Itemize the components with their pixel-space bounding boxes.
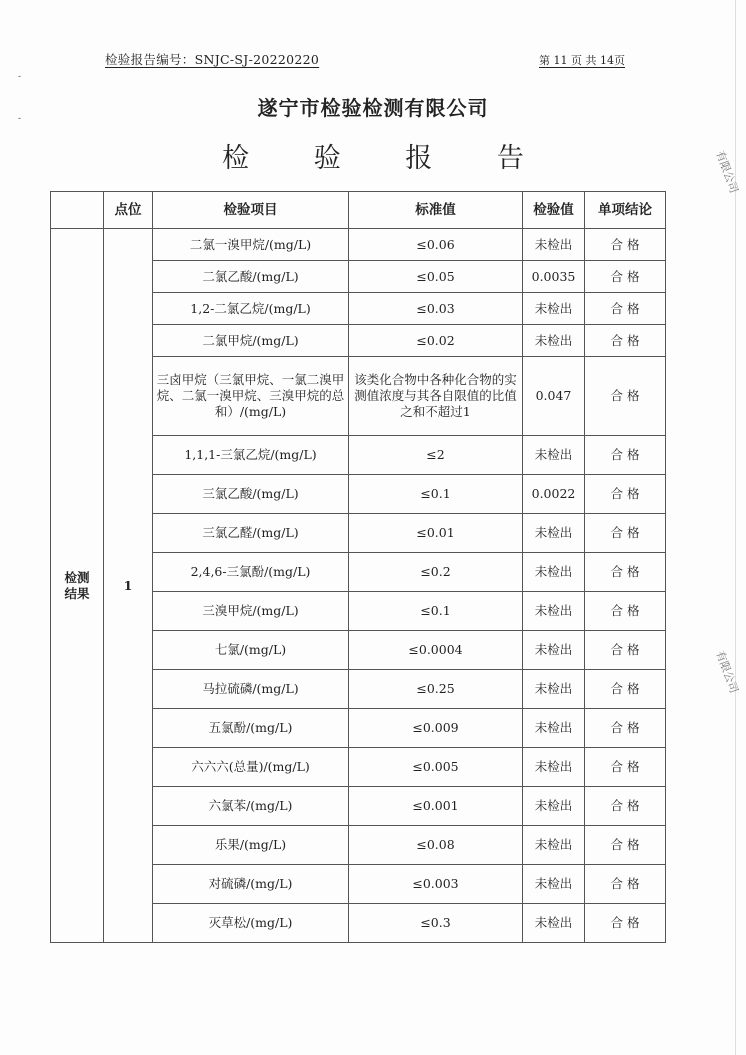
item-cell: 1,2-二氯乙烷/(mg/L) (153, 293, 349, 325)
margin-mark: - (18, 72, 22, 82)
standard-cell: ≤0.2 (349, 553, 523, 592)
standard-cell: ≤0.05 (349, 261, 523, 293)
company-name: 遂宁市检验检测有限公司 (257, 96, 489, 120)
standard-cell: ≤0.3 (349, 904, 523, 943)
conclusion-cell: 合 格 (585, 709, 666, 748)
item-cell: 二氯一溴甲烷/(mg/L) (153, 229, 349, 261)
section-label: 检测 结果 (51, 229, 104, 943)
item-cell: 三卤甲烷（三氯甲烷、一氯二溴甲烷、二氯一溴甲烷、三溴甲烷的总和）/(mg/L) (153, 357, 349, 436)
document-title: 检 验 报 告 (222, 143, 552, 174)
conclusion-cell: 合 格 (585, 357, 666, 436)
conclusion-cell: 合 格 (585, 514, 666, 553)
item-cell: 乐果/(mg/L) (153, 826, 349, 865)
standard-cell: ≤0.25 (349, 670, 523, 709)
value-cell: 0.0035 (523, 261, 585, 293)
standard-cell: ≤0.1 (349, 592, 523, 631)
margin-mark: - (18, 114, 22, 124)
standard-cell: 该类化合物中各种化合物的实测值浓度与其各自限值的比值之和不超过1 (349, 357, 523, 436)
column-header: 标准值 (349, 192, 523, 229)
report-number: 检验报告编号：SNJC-SJ-20220220 (105, 52, 320, 67)
conclusion-cell: 合 格 (585, 787, 666, 826)
standard-cell: ≤0.02 (349, 325, 523, 357)
conclusion-cell: 合 格 (585, 865, 666, 904)
conclusion-cell: 合 格 (585, 748, 666, 787)
value-cell: 未检出 (523, 748, 585, 787)
value-cell: 未检出 (523, 553, 585, 592)
conclusion-cell: 合 格 (585, 325, 666, 357)
item-cell: 三氯乙酸/(mg/L) (153, 475, 349, 514)
standard-cell: ≤0.0004 (349, 631, 523, 670)
conclusion-cell: 合 格 (585, 229, 666, 261)
conclusion-cell: 合 格 (585, 436, 666, 475)
value-cell: 未检出 (523, 865, 585, 904)
conclusion-cell: 合 格 (585, 475, 666, 514)
value-cell: 0.0022 (523, 475, 585, 514)
conclusion-cell: 合 格 (585, 826, 666, 865)
item-cell: 六氯苯/(mg/L) (153, 787, 349, 826)
value-cell: 未检出 (523, 436, 585, 475)
value-cell: 未检出 (523, 229, 585, 261)
standard-cell: ≤0.009 (349, 709, 523, 748)
value-cell: 未检出 (523, 709, 585, 748)
results-body (51, 229, 666, 943)
value-cell: 未检出 (523, 787, 585, 826)
item-cell: 2,4,6-三氯酚/(mg/L) (153, 553, 349, 592)
standard-cell: ≤0.01 (349, 514, 523, 553)
item-cell: 灭草松/(mg/L) (153, 904, 349, 943)
seal-fragment: 有限公司 (713, 649, 741, 695)
seal-fragment: 有限公司 (713, 149, 741, 195)
page-count: 第 11 页 共 14页 (539, 54, 625, 67)
report-header (105, 50, 625, 72)
standard-cell: ≤0.003 (349, 865, 523, 904)
value-cell: 未检出 (523, 592, 585, 631)
table-header-row (51, 192, 666, 229)
value-cell: 0.047 (523, 357, 585, 436)
column-header: 检验值 (523, 192, 585, 229)
results-table (50, 191, 666, 943)
conclusion-cell: 合 格 (585, 261, 666, 293)
item-cell: 三溴甲烷/(mg/L) (153, 592, 349, 631)
column-header: 单项结论 (585, 192, 666, 229)
item-cell: 七氯/(mg/L) (153, 631, 349, 670)
item-cell: 二氯乙酸/(mg/L) (153, 261, 349, 293)
column-header: 点位 (104, 192, 153, 229)
value-cell: 未检出 (523, 631, 585, 670)
standard-cell: ≤0.08 (349, 826, 523, 865)
standard-cell: ≤0.03 (349, 293, 523, 325)
value-cell: 未检出 (523, 826, 585, 865)
item-cell: 六六六(总量)/(mg/L) (153, 748, 349, 787)
corner-cell (51, 192, 104, 229)
conclusion-cell: 合 格 (585, 670, 666, 709)
item-cell: 三氯乙醛/(mg/L) (153, 514, 349, 553)
conclusion-cell: 合 格 (585, 553, 666, 592)
conclusion-cell: 合 格 (585, 904, 666, 943)
standard-cell: ≤0.06 (349, 229, 523, 261)
value-cell: 未检出 (523, 514, 585, 553)
item-cell: 马拉硫磷/(mg/L) (153, 670, 349, 709)
conclusion-cell: 合 格 (585, 631, 666, 670)
column-header: 检验项目 (153, 192, 349, 229)
table-row (51, 229, 666, 261)
conclusion-cell: 合 格 (585, 293, 666, 325)
standard-cell: ≤0.1 (349, 475, 523, 514)
item-cell: 五氯酚/(mg/L) (153, 709, 349, 748)
standard-cell: ≤0.005 (349, 748, 523, 787)
conclusion-cell: 合 格 (585, 592, 666, 631)
item-cell: 对硫磷/(mg/L) (153, 865, 349, 904)
value-cell: 未检出 (523, 670, 585, 709)
value-cell: 未检出 (523, 293, 585, 325)
point-cell: 1 (104, 229, 153, 943)
standard-cell: ≤0.001 (349, 787, 523, 826)
item-cell: 1,1,1-三氯乙烷/(mg/L) (153, 436, 349, 475)
value-cell: 未检出 (523, 325, 585, 357)
item-cell: 二氯甲烷/(mg/L) (153, 325, 349, 357)
standard-cell: ≤2 (349, 436, 523, 475)
value-cell: 未检出 (523, 904, 585, 943)
